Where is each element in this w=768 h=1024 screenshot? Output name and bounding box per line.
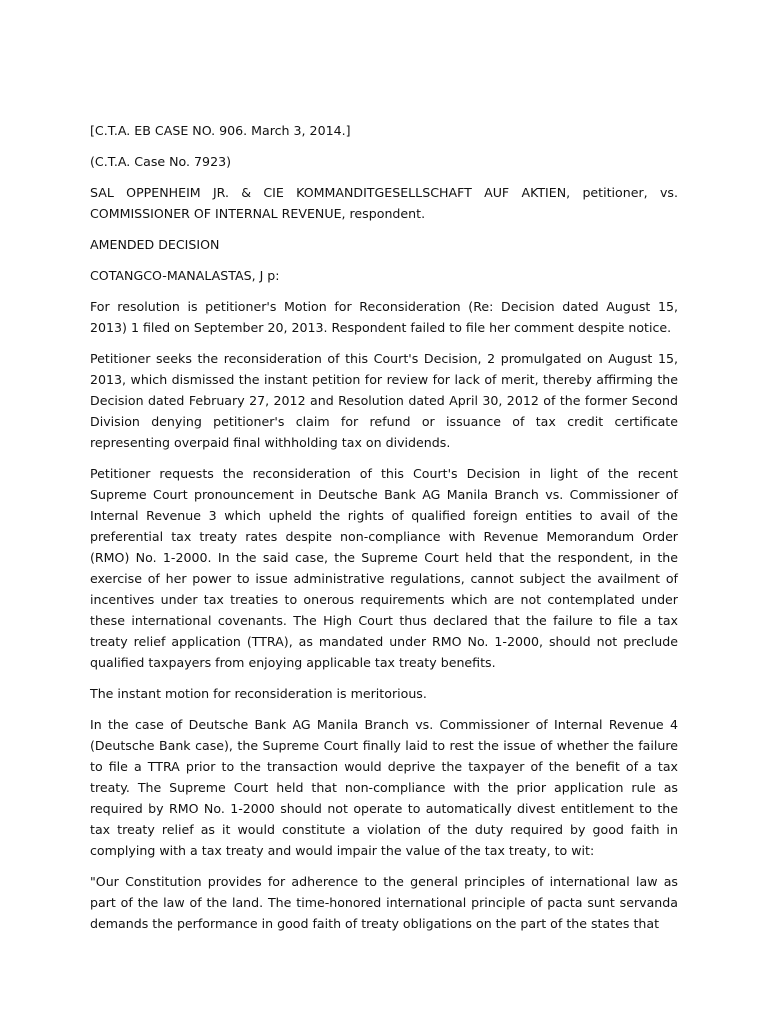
quoted-paragraph: "Our Constitution provides for adherence to the general principles of international law as part of the law of the land. The time-honored international principle of pacta sunt servanda demands the performance in good faith of treaty obligations on the part of the states that [90,874,678,931]
case-parties: SAL OPPENHEIM JR. & CIE KOMMANDITGESELLSCHAFT AUF AKTIEN, petitioner, vs. COMMISSIONER OF INTERNAL REVENUE, respondent. [90,185,678,221]
sub-case-number: (C.T.A. Case No. 7923) [90,154,232,169]
body-paragraph-1: For resolution is petitioner's Motion for Reconsideration (Re: Decision dated August 15, 2013) 1 filed on September 20, 2013. Respondent failed to file her comment despite notice. [90,299,678,335]
body-paragraph-4: The instant motion for reconsideration is meritorious. [90,686,427,701]
decision-heading: AMENDED DECISION [90,237,220,252]
body-paragraph-5: In the case of Deutsche Bank AG Manila Branch vs. Commissioner of Internal Revenue 4 (Deutsche Bank case), the Supreme Court finally laid to rest the issue of whether the failure to file a TTRA prior to the transaction would deprive the taxpayer of the benefit of a tax treaty. The Supreme Court held that non-compliance with the prior application rule as required by RMO No. 1-2000 should not operate to automatically divest entitlement to the tax treaty relief as it would constitute a violation of the duty required by good faith in complying with a tax treaty and would impair the value of the tax treaty, to wit: [90,717,678,858]
ponente: COTANGCO-MANALASTAS, J p: [90,268,280,283]
document-page [90,120,678,944]
case-number: [C.T.A. EB CASE NO. 906. March 3, 2014.] [90,123,351,138]
body-paragraph-3: Petitioner requests the reconsideration of this Court's Decision in light of the recent Supreme Court pronouncement in Deutsche Bank AG Manila Branch vs. Commissioner of Internal Revenue 3 which upheld the rights of qualified foreign entities to avail of the preferential tax treaty rates despite non-compliance with Revenue Memorandum Order (RMO) No. 1-2000. In the said case, the Supreme Court held that the respondent, in the exercise of her power to issue administrative regulations, cannot subject the availment of incentives under tax treaties to onerous requirements which are not contemplated under these international covenants. The High Court thus declared that the failure to file a tax treaty relief application (TTRA), as mandated under RMO No. 1-2000, should not preclude qualified taxpayers from enjoying applicable tax treaty benefits. [90,466,678,670]
body-paragraph-2: Petitioner seeks the reconsideration of this Court's Decision, 2 promulgated on August 15, 2013, which dismissed the instant petition for review for lack of merit, thereby affirming the Decision dated February 27, 2012 and Resolution dated April 30, 2012 of the former Second Division denying petitioner's claim for refund or issuance of tax credit certificate representing overpaid final withholding tax on dividends. [90,351,678,450]
